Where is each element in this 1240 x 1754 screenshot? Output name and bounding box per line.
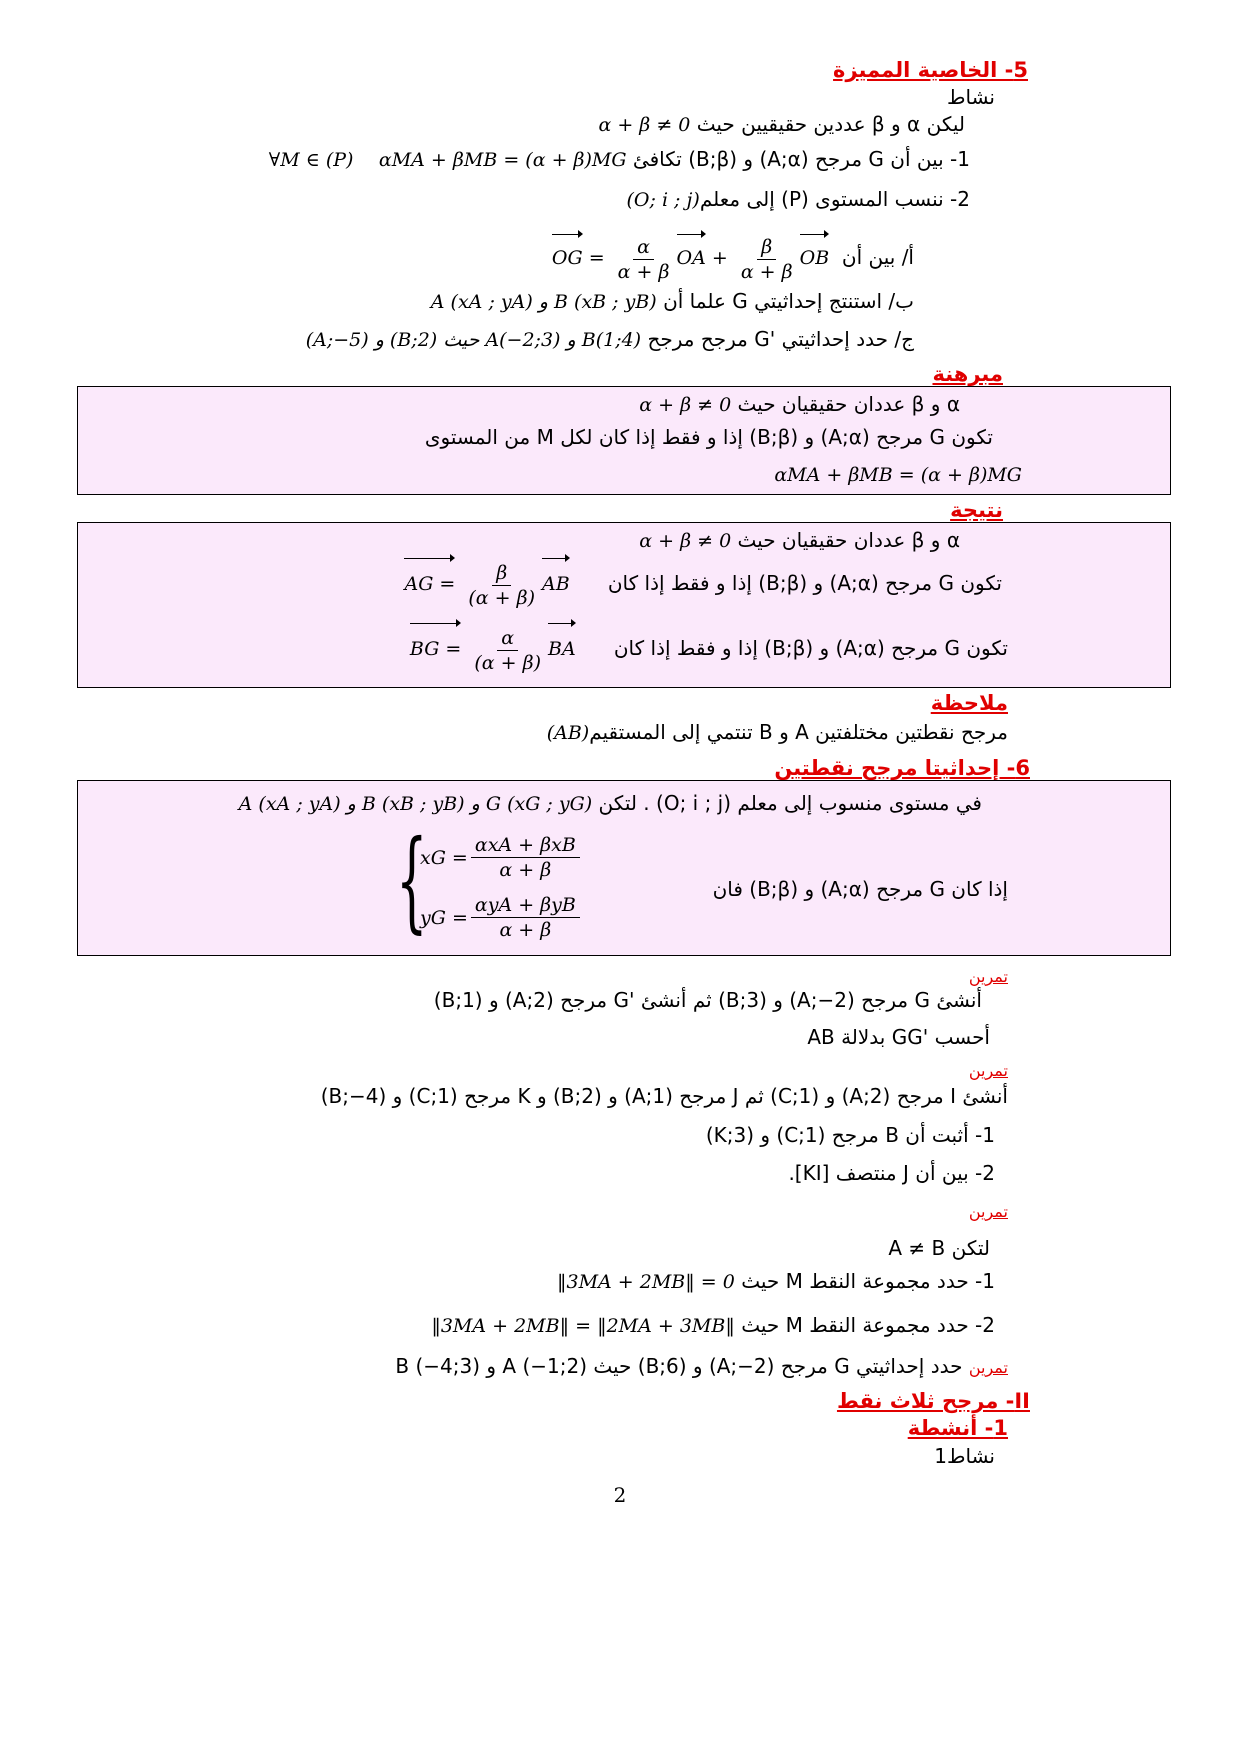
section-5-heading: 5- الخاصية المميزة: [833, 58, 1028, 82]
s5-question-2: 2- ننسب المستوى (P) إلى معلم(O; i ; j): [626, 187, 970, 211]
activity-label: نشاط: [947, 85, 995, 109]
activity-1-label: نشاط1: [934, 1444, 995, 1468]
s5-question-c: ج/ حدد إحداثيتي 'G مرجح مرجح (A;−5) و (B;2) حيث A(−2;3) و B(1;4): [305, 327, 914, 351]
exercise-1-label: تمرين: [968, 967, 1008, 986]
result-heading: نتيجة: [950, 498, 1003, 522]
note-heading: ملاحظة: [930, 691, 1008, 715]
ex4-line: تمرين حدد إحداثيتي G مرجح (A;−2) و (B;6) حيث A (−1;2) و B (−4;3): [395, 1354, 1008, 1378]
ex3-line-1: لتكن A ≠ B: [888, 1236, 990, 1260]
q1-forall: ∀M ∈ (P): [268, 149, 354, 171]
s5-let-line: ليكن α و β عددين حقيقيين حيث α + β ≠ 0: [598, 112, 965, 136]
ex1-line-1: أنشئ G مرجح (A;−2) و (B;3) ثم أنشئ 'G مرجح (A;2) و (B;1): [433, 988, 982, 1012]
og-formula: OG = $\frac{\alpha}{\alpha + \beta}$ OA + $\frac{\beta}{\alpha + \beta}$ OB: [552, 233, 829, 284]
ex2-line-2: 1- أثبت أن B مرجح (C;1) و (K;3): [705, 1123, 995, 1147]
section-II-subheading: 1- أنشطة: [907, 1416, 1008, 1440]
ex2-line-1: أنشئ I مرجح (A;2) و (C;1) ثم J مرجح (A;1) و (B;2) و K مرجح (C;1) و (B;−4): [320, 1084, 1008, 1108]
system-brace: {: [396, 816, 428, 944]
result-line-3: تكون G مرجح (A;α) و (B;β) إذا و فقط إذا كان BG = $\frac{\alpha}{(\alpha + \beta)}$ BA: [0, 621, 1240, 676]
coordinates-system: { xG = $\frac{\text{αxA + βxB}}{\alpha + \beta}$ yG = $\frac{\text{αyA + βyB}}{\alpha + \beta}$: [400, 825, 600, 950]
q1-equation: αMA + βMB = (α + β)MG: [378, 149, 627, 171]
s5-question-1: 1- بين أن G مرجح (A;α) و (B;β) تكافئ αMA + βMB = (α + β)MG ∀M ∈ (P): [268, 147, 970, 171]
s5-question-b: ب/ استنتج إحداثيتي G علما أن A (xA ; yA) و B (xB ; yB): [430, 289, 914, 313]
exercise-3-label: تمرين: [968, 1202, 1008, 1221]
theorem-line-1: α و β عددان حقيقيان حيث α + β ≠ 0: [639, 392, 960, 416]
ex1-line-2: أحسب 'GG بدلالة AB: [807, 1025, 990, 1049]
exercise-2-label: تمرين: [968, 1061, 1008, 1080]
theorem-line-3: αMA + βMB = (α + β)MG: [774, 464, 1022, 486]
ex2-line-3: 2- بين أن J منتصف [KI].: [788, 1161, 995, 1185]
ex3-line-2: 1- حدد مجموعة النقط M حيث ‖3MA + 2MB‖ = 0: [557, 1269, 995, 1293]
theorem-heading: مبرهنة: [932, 362, 1003, 386]
result-line-1: α و β عددان حقيقيان حيث α + β ≠ 0: [639, 528, 960, 552]
page-number: 2: [613, 1483, 627, 1507]
section-II-heading: II- مرجح ثلاث نقط: [836, 1389, 1030, 1413]
section-6-heading: 6- إحداثيتا مرجح نقطتين: [774, 756, 1030, 780]
s5-question-a: أ/ بين أن OG = $\frac{\alpha}{\alpha + \beta}$ OA + $\frac{\beta}{\alpha + \beta}$ OB: [0, 232, 1240, 284]
s6-line-1: في مستوى منسوب إلى معلم (O; i ; j) . لتكن A (xA ; yA) و B (xB ; yB) و G (xG ; yG): [238, 791, 982, 815]
theorem-line-2: تكون G مرجح (A;α) و (B;β) إذا و فقط إذا كان لكل M من المستوى: [424, 425, 993, 449]
result-line-2: تكون G مرجح (A;α) و (B;β) إذا و فقط إذا كان AG = $\frac{\beta}{(\alpha + \beta)}$ AB: [0, 556, 1240, 611]
note-text: مرجح نقطتين مختلفتين A و B تنتمي إلى المستقيم(AB): [546, 720, 1008, 744]
ex3-line-3: 2- حدد مجموعة النقط M حيث ‖3MA + 2MB‖ = ‖2MA + 3MB‖: [431, 1313, 995, 1337]
s6-line-2: إذا كان G مرجح (A;α) و (B;β) فان: [712, 877, 1008, 901]
